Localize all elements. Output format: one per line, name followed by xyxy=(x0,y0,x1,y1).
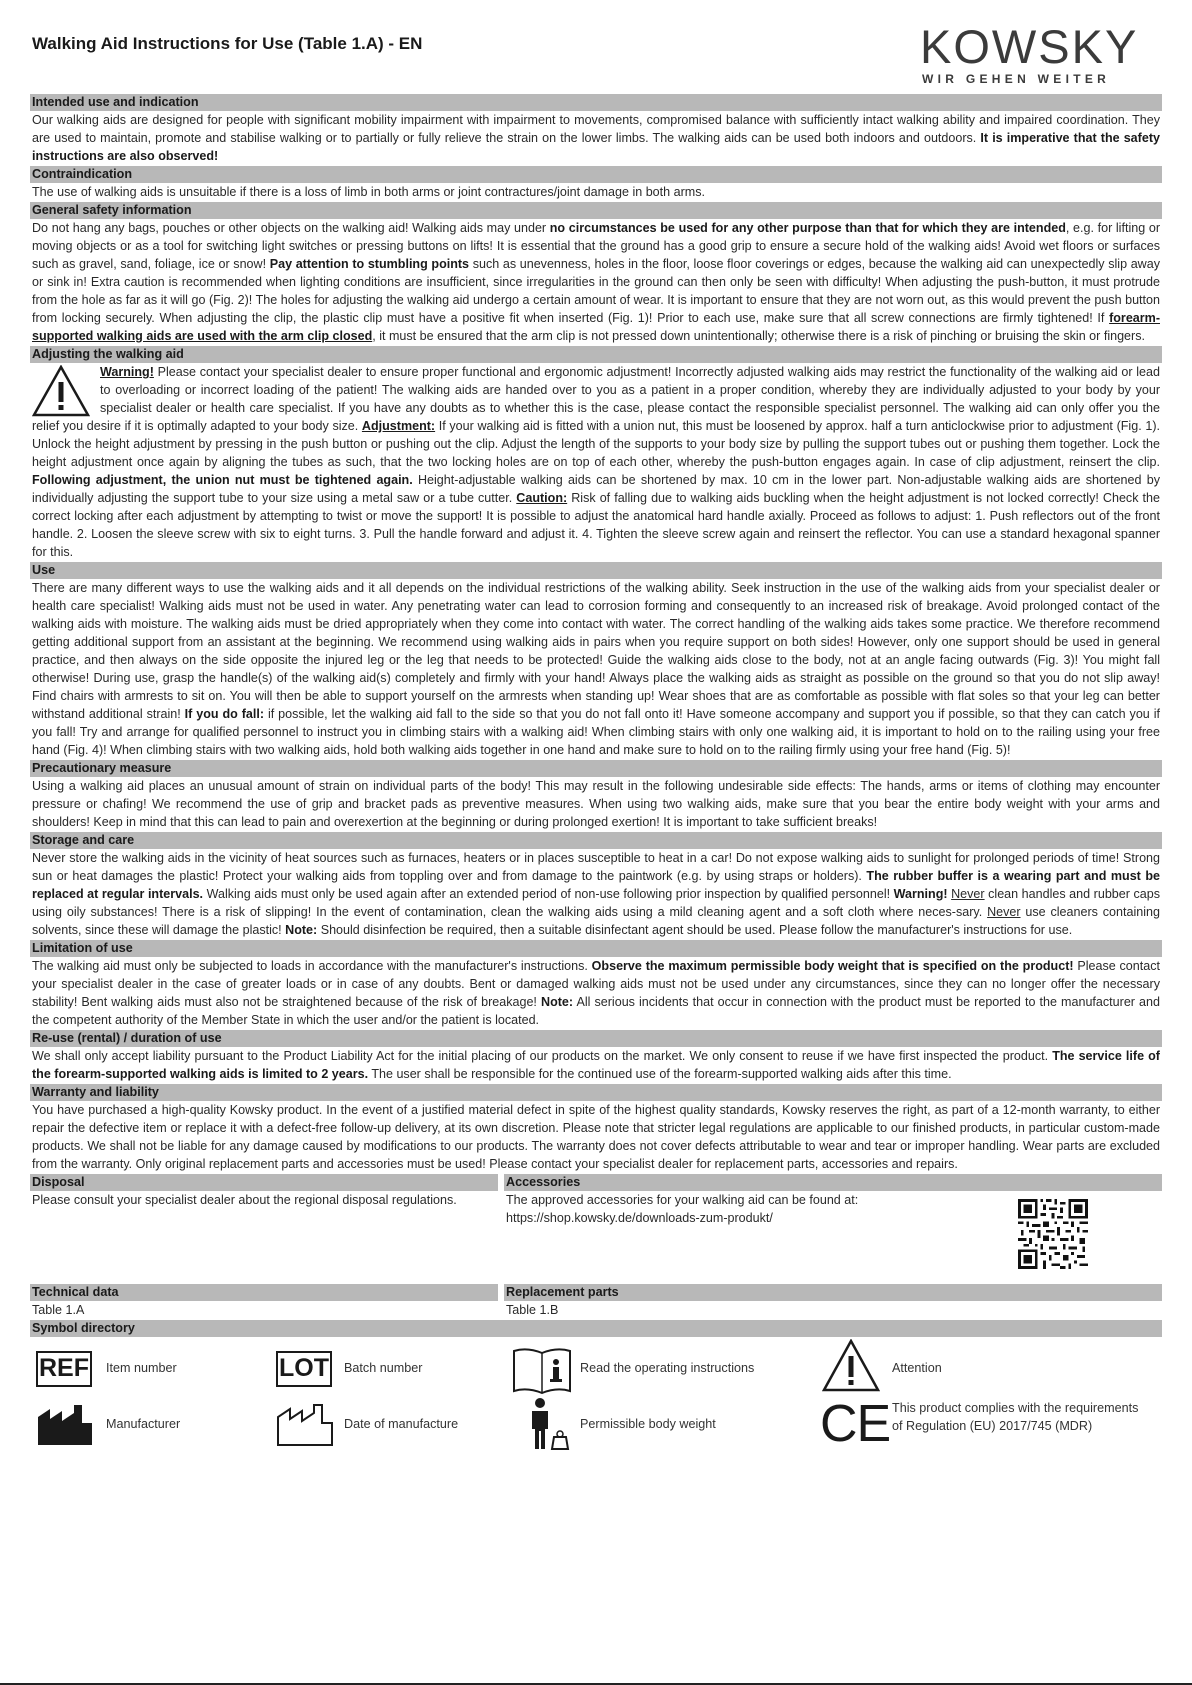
lot-icon: LOT xyxy=(276,1351,332,1387)
section-text-replacement-parts: Table 1.B xyxy=(506,1303,559,1317)
symbol-label-body-weight: Permissible body weight xyxy=(580,1417,716,1431)
section-text-storage: Never store the walking aids in the vicinity of heat sources such as furnaces, heaters or in places susceptible to heat in a car! Do not expose walking aids to sunlight for prolonged periods of time! Strong sun or heat damages the plastic! Protect your walking aids from toppling over and from damage to the paintwork (e.g. by using straps or holders). The rubber buffer is a wearing part and must be replaced at regular intervals. Walking aids must only be used again after an extended period of non-use following prior inspection by qualified personnel! Warning! Never clean handles and rubber caps using oily substances! There is a risk of slipping! In the event of contamination, clean the walking aids using a mild cleaning agent and a soft cloth where neces-sary. Never use cleaners containing solvents, since these will damage the plastic! Note: Should disinfection be required, then a suitable disinfectant agent should be used. Please follow the manufacturer's instructions for use. xyxy=(32,851,1160,937)
section-heading-reuse: Re-use (rental) / duration of use xyxy=(30,1030,1162,1047)
operating-instructions-icon xyxy=(512,1345,572,1395)
section-text-intended-use: Our walking aids are designed for people with significant mobility impairment with impairment to movements, compromised balance with sufficiently intact walking ability and impaired coordination. They are used to maintain, promote and stabilise walking or to partially or fully relieve the strain on the lower limbs. The walking aids can be used both indoors and outdoors. It is imperative that the safety instructions are also observed! xyxy=(32,113,1160,163)
section-heading-warranty: Warranty and liability xyxy=(30,1084,1162,1101)
section-heading-contraindication: Contraindication xyxy=(30,166,1162,183)
section-heading-symbol-directory: Symbol directory xyxy=(30,1320,1162,1337)
date-of-manufacture-icon xyxy=(276,1403,334,1447)
section-text-general-safety: Do not hang any bags, pouches or other objects on the walking aid! Walking aids may under no circumstances be used for any other purpose than that for which they are intended, e.g. for lifting or moving objects or as a tool for switching light switches or pressing buttons on lifts! It is essential that the ground has a good grip to ensure a secure hold of the walking aids! Avoid wet floors or surfaces such as gravel, sand, foliage, ice or snow! Pay attention to stumbling points such as unevenness, holes in the floor, loose floor coverings or edges, because the walking aid can unexpectedly slip away or sink in! Extra caution is recommended when lighting conditions are insufficient, since irregularities in the ground can then only be seen with difficulty! When adjusting the push-button, it must protrude from the hole as far as it will go (Fig. 2)! The holes for adjusting the walking aid undergo a certain amount of wear. It is important to ensure that they are not worn out, as this would prevent the push button from locking securely. When adjusting the clip, the plastic clip must have a positive fit when inserted (Fig. 1)! Prior to each use, make sure that all screw connections are firmly tightened! If forearm-supported walking aids are used with the arm clip closed, it must be ensured that the arm clip is not pressed down unintentionally; otherwise there is a risk of pinching or bruising the skin or fingers. xyxy=(32,221,1160,343)
qr-code-icon[interactable] xyxy=(1018,1199,1088,1269)
section-text-disposal: Please consult your specialist dealer about the regional disposal regulations. xyxy=(32,1193,457,1207)
section-heading-precaution: Precautionary measure xyxy=(30,760,1162,777)
symbol-label-date-of-manufacture: Date of manufacture xyxy=(344,1417,459,1431)
section-heading-technical-data: Technical data xyxy=(30,1284,498,1301)
ref-icon: REF xyxy=(36,1351,92,1387)
ce-mark-icon: CE xyxy=(820,1395,891,1453)
symbol-label-manufacturer: Manufacturer xyxy=(106,1417,181,1431)
section-text-reuse: We shall only accept liability pursuant to the Product Liability Act for the initial placing of our products on the market. We only consent to reuse if we have first inspected the product. The service life of the forearm-supported walking aids is limited to 2 years. The user shall be responsible for the continued use of the forearm-supported walking aids after this time. xyxy=(32,1049,1160,1081)
section-text-technical-data: Table 1.A xyxy=(32,1303,85,1317)
section-heading-intended-use: Intended use and indication xyxy=(30,94,1162,111)
logo-tagline: WIR GEHEN WEITER xyxy=(922,72,1111,86)
kowsky-logo xyxy=(920,22,1164,90)
section-heading-replacement-parts: Replacement parts xyxy=(504,1284,1162,1301)
attention-icon xyxy=(822,1339,880,1393)
section-text-precaution: Using a walking aid places an unusual amount of strain on individual parts of the body! This may result in the following undesirable side effects: The hands, arms or items of clothing may encounter pressure or chafing! We recommend the use of grip and bracket pads as preventive measures. When using two walking aids, make sure that you bear the entire body weight with your arms and shoulders! Keep in mind that this can lead to pain and overexertion at the beginning or during prolonged exertion! It is important to take sufficient breaks! xyxy=(32,779,1160,829)
section-text-contraindication: The use of walking aids is unsuitable if there is a loss of limb in both arms or joint contractures/joint damage in both arms. xyxy=(32,185,705,199)
symbol-label-ce: This product complies with the requirements of Regulation (EU) 2017/745 (MDR) xyxy=(892,1401,1139,1433)
body-weight-icon xyxy=(528,1397,572,1451)
symbol-label-attention: Attention xyxy=(892,1361,942,1375)
document-body xyxy=(30,93,1162,1467)
section-heading-general-safety: General safety information xyxy=(30,202,1162,219)
section-text-adjusting: Warning! Please contact your specialist dealer to ensure proper functional and ergonomic adjustment! Incorrectly adjusted walking aids may restrict the functionality of the walking aid or lead to overloading or incorrect loading of the patient! The walking aids are handed over to you as a patient in a proper condition, whereby they are individually adjusted to your body by your specialist dealer or health care specialist. If you have any doubts as to whether this is the case, please contact the responsible specialist personnel. The walking aid can only offer you the relief you desire if it is optimally adapted to your body size. Adjustment: If your walking aid is fitted with a union nut, this must be loosened by approx. half a turn anticlockwise prior to adjustment (Fig. 1). Unlock the height adjustment by pressing in the push button or pushing out the clip. Adjust the length of the supports to your body size by pulling the support tubes out or pushing them together. Lock the height adjustment once again by aligning the tubes as such, that the two locking holes are on top of each other, whereby the push-button engages again. In case of clip adjustment, reinsert the clip. Following adjustment, the union nut must be tightened again. Height-adjustable walking aids can be shortened by max. 10 cm in the lower part. Non-adjustable walking aids are shortened by individually adjusting the support tube to your size using a metal saw or a tube cutter. Caution: Risk of falling due to walking aids buckling when the height adjustment is not locked correctly! Check the correct locking after each adjustment by attempting to twist or move the support! It is possible to adjust the anatomical hard handle axially. Proceed as follows to adjust: 1. Push reflectors out of the front handle. 2. Loosen the sleeve screw with six to eight turns. 3. Pull the handle forward and adjust it. 4. Tighten the sleeve screw again and reinsert the reflector. You can use a standard hexagonal spanner for this. xyxy=(32,365,1160,559)
symbol-label-read-instructions: Read the operating instructions xyxy=(580,1361,755,1375)
symbol-directory xyxy=(30,1337,1162,1467)
warning-triangle-icon xyxy=(32,365,90,417)
section-heading-disposal: Disposal xyxy=(30,1174,498,1191)
section-text-limitation: The walking aid must only be subjected to loads in accordance with the manufacturer's instructions. Observe the maximum permissible body weight that is specified on the product! Please contact your specialist dealer in the case of greater loads or in case of any doubts. Bent or damaged walking aids must not be used under any circumstances, since they can no longer offer the necessary stability! Bent walking aids must also not be straightened because of the risk of breakage! Note: All serious incidents that occur in connection with the product must be reported to the manufacturer and the competent authority of the Member State in which the user and/or the patient is located. xyxy=(32,959,1160,1027)
section-heading-storage: Storage and care xyxy=(30,832,1162,849)
accessories-url[interactable]: https://shop.kowsky.de/downloads-zum-produkt/ xyxy=(506,1211,773,1225)
symbol-label-item-number: Item number xyxy=(106,1361,177,1375)
manufacturer-icon xyxy=(36,1403,94,1447)
document-title: Walking Aid Instructions for Use (Table 1.A) - EN xyxy=(32,34,423,53)
symbol-label-batch-number: Batch number xyxy=(344,1361,423,1375)
section-heading-limitation: Limitation of use xyxy=(30,940,1162,957)
section-text-warranty: You have purchased a high-quality Kowsky product. In the event of a justified material defect in spite of the highest quality standards, Kowsky reserves the right, as part of a 12-month warranty, to either repair the defective item or replace it with a defect-free follow-up delivery, at its own discretion. Please note that stricter legal regulations are applicable to our finished products, in particular custom-made products. We shall not be liable for any damage caused by modifications to our products. The warranty does not cover defects attributable to wear and tear or improper handling. Wear parts are excluded from the warranty. Only original replacement parts and accessories must be used! Please contact your specialist dealer for replacement parts, accessories and repairs. xyxy=(32,1103,1160,1171)
section-text-use: There are many different ways to use the walking aids and it all depends on the individual restrictions of the walking ability. Seek instruction in the use of the walking aids from your specialist dealer or health care specialist! Walking aids must not be used in water. Any penetrating water can lead to corrosion forming and consequently to an increased risk of breakage. Avoid prolonged contact of the walking aids with moisture. The walking aids must be dried appropriately when they come into contact with water. The correct handling of the walking aids takes some practice. We therefore recommend getting additional support from an assistant at the beginning. We recommend using walking aids in pairs when you require support on both sides! However, only one support should be used in general practice, and then always on the side opposite the injured leg or the leg that needs to be protected! Guide the walking aids close to the body, not at an angle facing outwards (Fig. 3)! You might fall otherwise! During use, grasp the handle(s) of the walking aid(s) completely and firmly with your hand! Always place the walking aids as straight as possible on the ground so that you do not slip away! Find chairs with armrests to sit on. You will then be able to support yourself on the armrests when standing up! Wear shoes that are as comfortable as possible with flat soles so that your leg can better withstand additional strain! If you do fall: if possible, let the walking aid fall to the side so that you do not fall onto it! Have someone accompany and support you if possible, so that they can catch you if you fall! Try and arrange for qualified personnel to instruct you in climbing stairs with a walking aid! When climbing stairs with only one walking aid, it is important to hold on to the railing using your free hand (Fig. 4)! When climbing stairs with two walking aids, hold both walking aids together in one hand and make sure to hold on to the railing firmly using your free hand (Fig. 5)! xyxy=(32,581,1160,757)
logo-word: KOWSKY xyxy=(920,20,1139,73)
section-heading-use: Use xyxy=(30,562,1162,579)
section-heading-accessories: Accessories xyxy=(504,1174,1162,1191)
section-heading-adjusting: Adjusting the walking aid xyxy=(30,346,1162,363)
accessories-line: The approved accessories for your walking aid can be found at: xyxy=(506,1193,859,1207)
